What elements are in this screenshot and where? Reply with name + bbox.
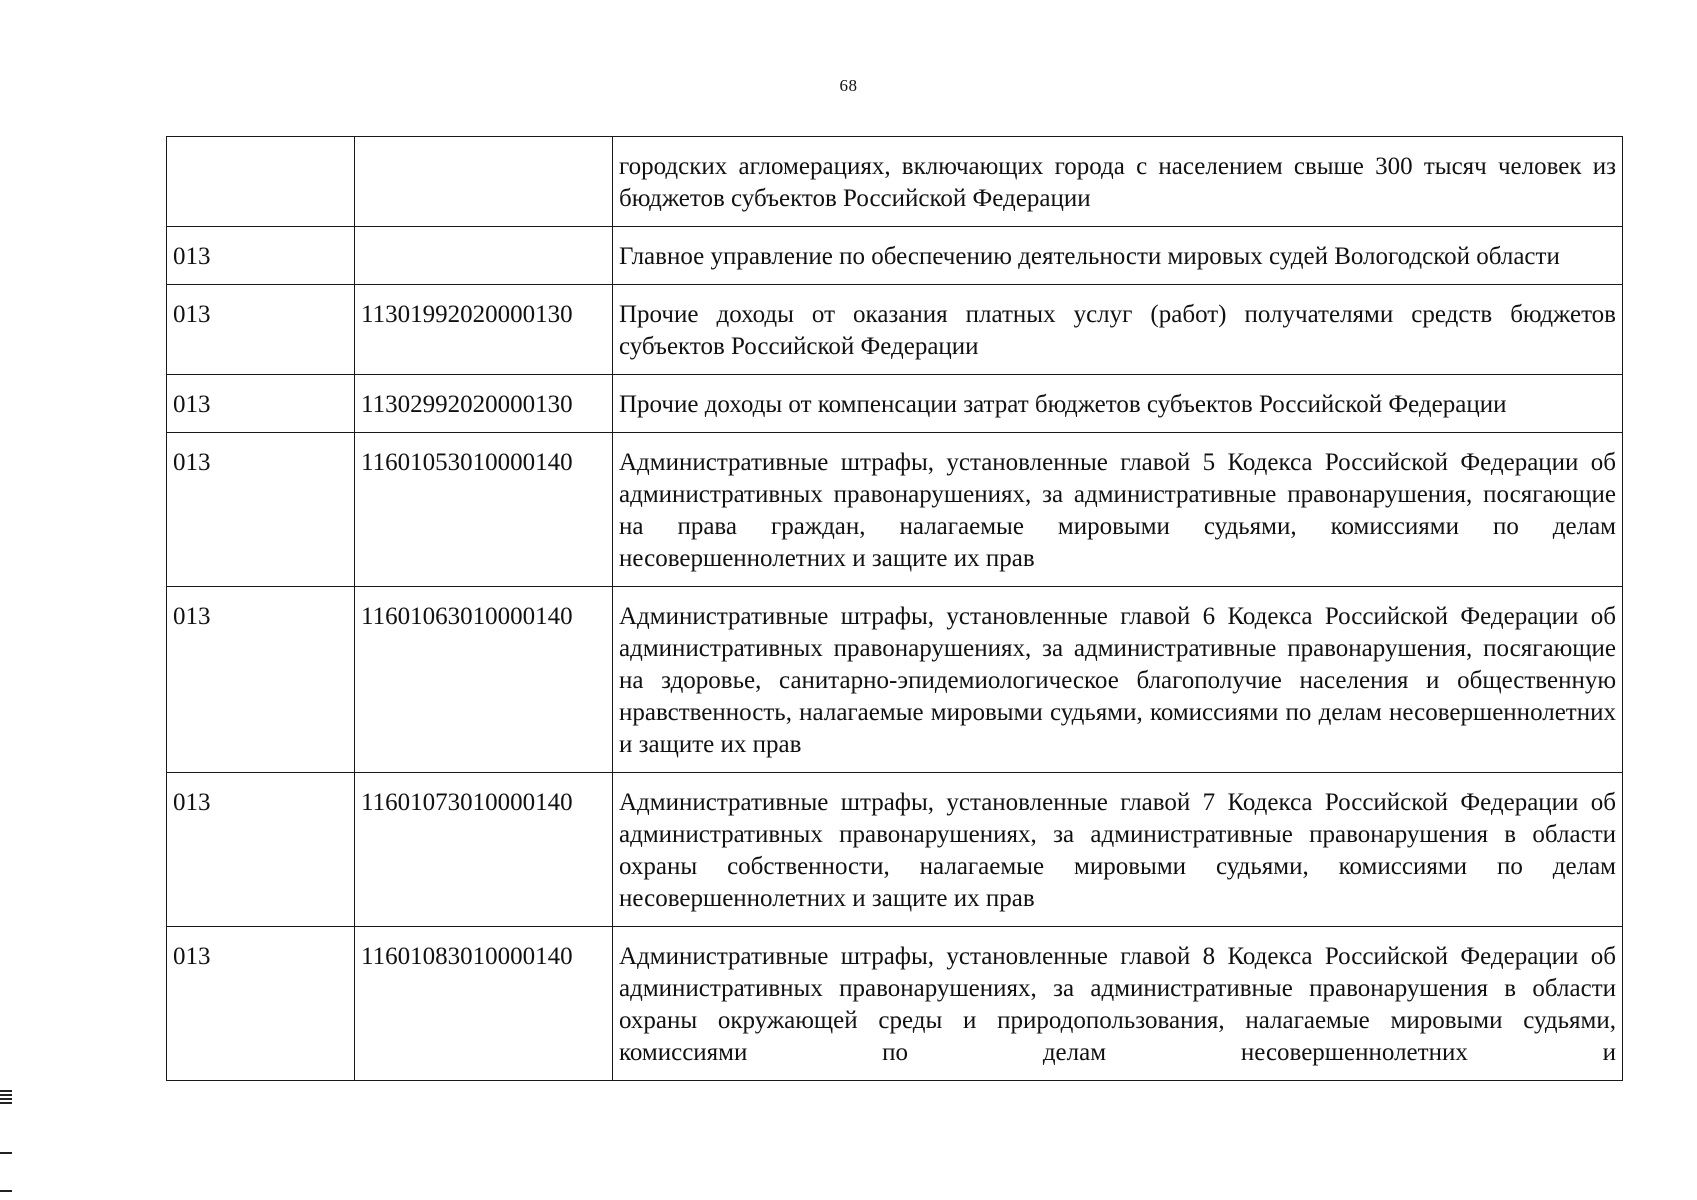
kbk-code-cell: 11301992020000130 — [355, 285, 613, 375]
table-row — [167, 375, 1623, 433]
admin-code-cell — [167, 137, 355, 227]
kbk-code-cell — [355, 137, 613, 227]
description-cell: городских агломерациях, включающих города с населением свыше 300 тысяч человек из бюджетов субъектов Российской Федерации — [613, 137, 1623, 227]
kbk-code-cell: 11601063010000140 — [355, 587, 613, 773]
page-number: 68 — [839, 76, 858, 95]
kbk-code-cell — [355, 227, 613, 285]
admin-code-cell: 013 — [167, 773, 355, 927]
admin-code-cell: 013 — [167, 227, 355, 285]
description-cell: Административные штрафы, установленные главой 5 Кодекса Российской Федерации об административных правонарушениях, за административные правонарушения, посягающие на права граждан, налагаемые мировыми судьями, комиссиями по делам несовершеннолетних и защите их прав — [613, 433, 1623, 587]
description-cell: Главное управление по обеспечению деятельности мировых судей Вологодской области — [613, 227, 1623, 285]
scan-margin-marks — [0, 1088, 14, 1200]
description-cell: Административные штрафы, установленные главой 7 Кодекса Российской Федерации об административных правонарушениях, за административные правонарушения в области охраны собственности, налагаемые мировыми судьями, комиссиями по делам несовершеннолетних и защите их прав — [613, 773, 1623, 927]
table-row — [167, 433, 1623, 587]
table-row — [167, 927, 1623, 1081]
admin-code-cell: 013 — [167, 433, 355, 587]
table-row — [167, 773, 1623, 927]
description-cell: Административные штрафы, установленные главой 8 Кодекса Российской Федерации об административных правонарушениях, за административные правонарушения в области охраны окружающей среды и природопользования, налагаемые мировыми судьями, комиссиями по делам несовершеннолетних и — [613, 927, 1623, 1081]
table-row — [167, 227, 1623, 285]
admin-code-cell: 013 — [167, 587, 355, 773]
table-row — [167, 587, 1623, 773]
kbk-code-cell: 11302992020000130 — [355, 375, 613, 433]
admin-code-cell: 013 — [167, 375, 355, 433]
description-cell: Прочие доходы от оказания платных услуг (работ) получателями средств бюджетов субъектов Российской Федерации — [613, 285, 1623, 375]
kbk-code-cell: 11601083010000140 — [355, 927, 613, 1081]
table-row — [167, 137, 1623, 227]
table-row — [167, 285, 1623, 375]
admin-code-cell: 013 — [167, 927, 355, 1081]
kbk-code-cell: 11601053010000140 — [355, 433, 613, 587]
description-cell: Административные штрафы, установленные главой 6 Кодекса Российской Федерации об административных правонарушениях, за административные правонарушения, посягающие на здоровье, санитарно-эпидемиологическое благополучие населения и общественную нравственность, налагаемые мировыми судьями, комиссиями по делам несовершеннолетних и защите их прав — [613, 587, 1623, 773]
revenue-codes-table — [166, 136, 1623, 1081]
description-cell: Прочие доходы от компенсации затрат бюджетов субъектов Российской Федерации — [613, 375, 1623, 433]
admin-code-cell: 013 — [167, 285, 355, 375]
kbk-code-cell: 11601073010000140 — [355, 773, 613, 927]
